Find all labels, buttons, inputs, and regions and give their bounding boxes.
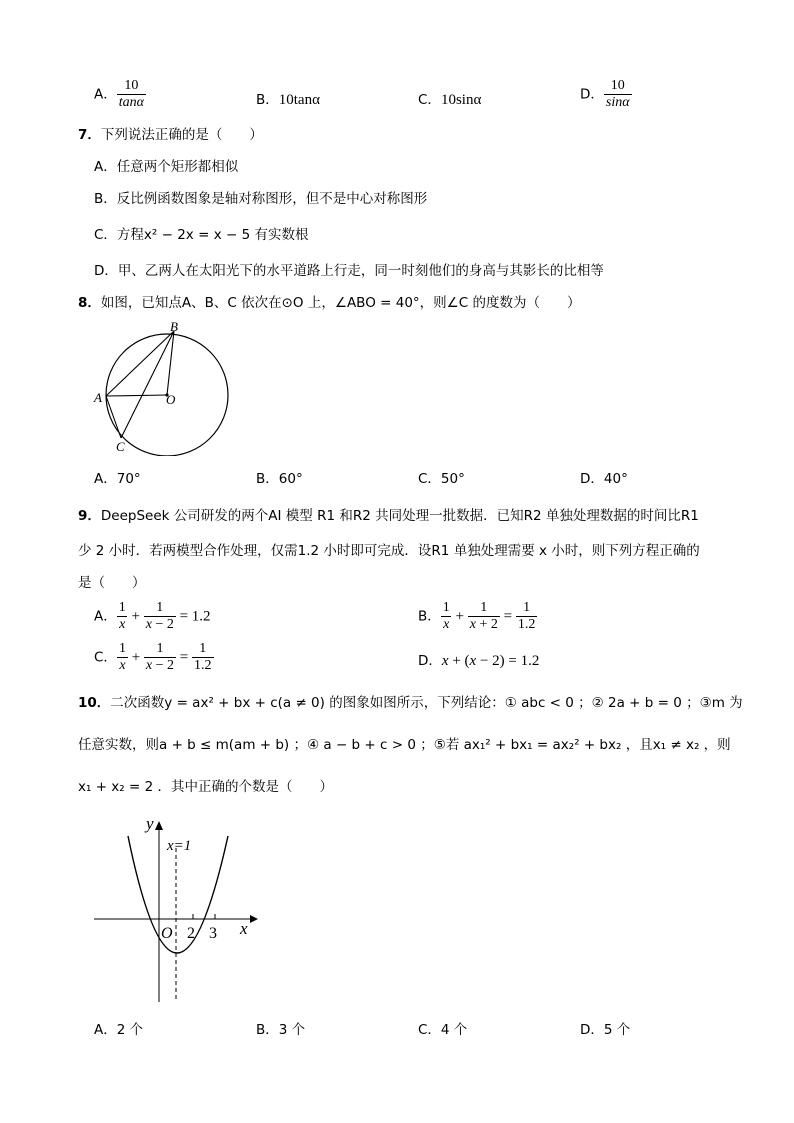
q6-option-c-label: C． xyxy=(418,92,441,108)
tick-label-3: 3 xyxy=(209,925,217,942)
q7-number: 7． xyxy=(78,127,101,143)
q8-number: 8． xyxy=(78,295,101,311)
q10-line-2: 任意实数，则a + b ≤ m(am + b) ；④ a − b + c > 0 ；⑤若 ax₁² + bx₁ = ax₂² + bx₂ ，且x₁ ≠ x₂ ，则 xyxy=(78,737,731,753)
label-c: C xyxy=(116,439,125,454)
q9-line-3: 是（ ） xyxy=(78,575,146,591)
q6-option-d[interactable] xyxy=(580,78,632,111)
q10-parabola-graph xyxy=(88,810,263,1008)
symmetry-label: x=1 xyxy=(167,838,192,854)
q9-option-b[interactable]: B． $\frac{1}{x}$ + $\frac{1}{x + 2}$ = $\frac{1}{1.2}$ xyxy=(418,600,536,632)
q6-option-c-expr: 10sinα xyxy=(440,92,482,108)
q9-line-1 xyxy=(78,504,699,524)
segment-ao xyxy=(106,395,167,396)
q10-line-3: x₁ + x₂ = 2 ．其中正确的个数是（ ） xyxy=(78,779,333,795)
q7-option-b[interactable]: B．反比例函数图象是轴对称图形，但不是中心对称图形 xyxy=(94,191,428,207)
y-axis-arrow xyxy=(155,821,163,830)
q6-option-b-label: B． xyxy=(256,92,279,108)
x-axis-label: x xyxy=(240,919,248,938)
q10-option-b[interactable]: B．3 个 xyxy=(256,1022,306,1038)
q9-option-c[interactable]: C． $\frac{1}{x}$ + $\frac{1}{x - 2}$ = $\frac{1}{1.2}$ xyxy=(94,641,212,673)
q6-option-b-expr: 10tanα xyxy=(278,92,320,108)
q10-option-d[interactable]: D．5 个 xyxy=(580,1022,631,1038)
q6-option-b[interactable] xyxy=(256,88,320,109)
label-a: A xyxy=(94,390,102,405)
q8-option-a[interactable]: A．70° xyxy=(94,471,141,487)
q8-option-c[interactable]: C．50° xyxy=(418,471,465,487)
origin-label: O xyxy=(161,925,173,942)
q6-option-a[interactable] xyxy=(94,78,146,111)
q7-stem xyxy=(78,123,263,143)
label-b: B xyxy=(170,319,178,334)
x-axis-arrow xyxy=(250,915,258,923)
q7-option-c[interactable]: C．方程x² − 2x = x − 5 有实数根 xyxy=(94,227,309,243)
segment-ac xyxy=(106,396,121,438)
q9-option-c-label: C． xyxy=(94,649,117,666)
q7-option-a[interactable]: A．任意两个矩形都相似 xyxy=(94,159,239,175)
q10-line-1-text: 二次函数y = ax² + bx + c(a ≠ 0) 的图象如图所示，下列结论：① abc < 0 ；② 2a + b = 0 ；③m 为 xyxy=(110,695,743,711)
q10-line-1 xyxy=(78,691,743,711)
q8-stem-text: 如图，已知点A、B、C 依次在⊙O 上，∠ABO = 40°，则∠C 的度数为（ ） xyxy=(100,295,581,311)
q8-stem xyxy=(78,291,580,311)
q7-option-d[interactable]: D．甲、乙两人在太阳光下的水平道路上行走，同一时刻他们的身高与其影长的比相等 xyxy=(94,263,604,279)
q10-number: 10． xyxy=(78,695,111,711)
q6-option-a-label: A． xyxy=(94,86,117,103)
segment-bo xyxy=(167,331,174,395)
q6-option-c[interactable] xyxy=(418,88,481,109)
tick-label-2: 2 xyxy=(187,925,195,942)
q9-option-d-label: D． xyxy=(418,653,442,669)
q6-option-a-fraction: $\frac{10}{\tan\alpha}$ xyxy=(118,78,144,110)
q9-option-b-label: B． xyxy=(418,608,441,625)
q9-option-a-label: A． xyxy=(94,608,117,625)
label-o: O xyxy=(166,392,176,407)
q8-circle-figure xyxy=(88,318,238,456)
q6-option-d-label: D． xyxy=(580,86,604,103)
q6-option-d-fraction: $\frac{10}{\sin\alpha}$ xyxy=(605,78,630,110)
q9-option-a[interactable]: A． $\frac{1}{x}$ + $\frac{1}{x - 2}$ = 1.2 xyxy=(94,600,211,632)
q9-line-1-text: DeepSeek 公司研发的两个AI 模型 R1 和R2 共同处理一批数据．已知R2 单独处理数据的时间比R1 xyxy=(100,508,699,524)
q8-option-d[interactable]: D．40° xyxy=(580,471,628,487)
q9-number: 9． xyxy=(78,508,101,524)
q9-option-d[interactable]: D．x + (x − 2) = 1.2 xyxy=(418,653,540,669)
q10-option-a[interactable]: A．2 个 xyxy=(94,1022,144,1038)
q8-option-b[interactable]: B．60° xyxy=(256,471,303,487)
q9-line-2: 少 2 小时．若两模型合作处理，仅需1.2 小时即可完成．设R1 单独处理需要 x 小时，则下列方程正确的 xyxy=(78,543,700,559)
q10-option-c[interactable]: C．4 个 xyxy=(418,1022,468,1038)
q7-stem-text: 下列说法正确的是（ ） xyxy=(100,127,263,143)
y-axis-label: y xyxy=(146,814,154,833)
